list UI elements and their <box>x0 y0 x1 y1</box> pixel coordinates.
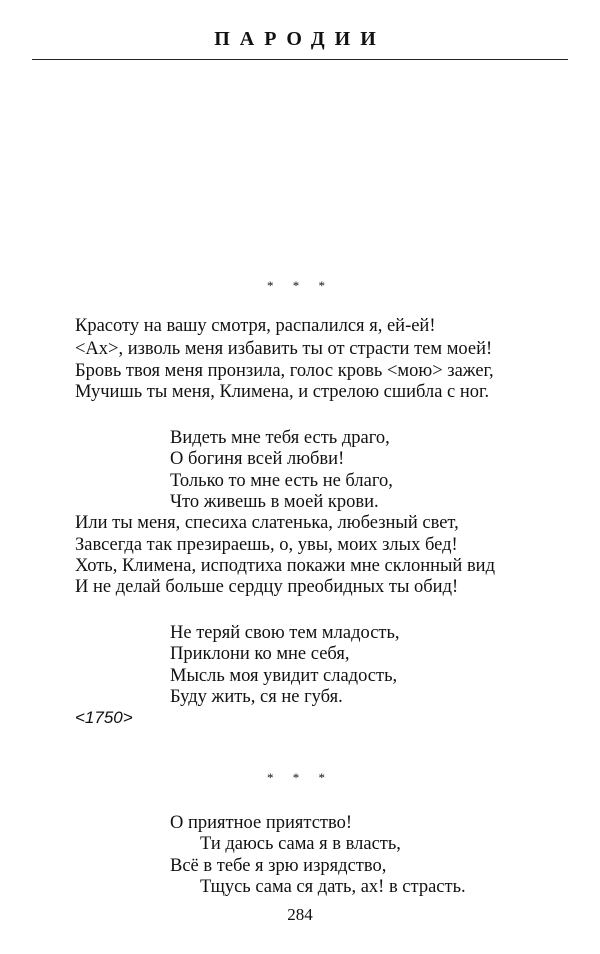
header-rule <box>32 59 568 60</box>
verse-line: О приятное приятство! <box>170 813 353 833</box>
verse-line: Хоть, Климена, исподтиха покажи мне склонный вид <box>75 556 495 576</box>
verse-line: Ти даюсь сама я в власть, <box>200 834 401 854</box>
verse-line: Не теряй свою тем младость, <box>170 623 400 643</box>
verse-line: Видеть мне тебя есть драго, <box>170 428 390 448</box>
verse-line: Бровь твоя меня пронзила, голос кровь <мою> зажег, <box>75 361 494 381</box>
page-header-title: ПАРОДИИ <box>214 28 386 50</box>
page-number: 284 <box>287 905 313 924</box>
verse-line: Мысль моя увидит сладость, <box>170 666 398 686</box>
verse-line: Всё в тебе я зрю изрядство, <box>170 856 387 876</box>
verse-line: Тщусь сама ся дать, ах! в страсть. <box>200 877 466 897</box>
verse-line: Буду жить, ся не губя. <box>170 687 343 707</box>
verse-line: Мучишь ты меня, Климена, и стрелою сшибла с ног. <box>75 382 490 402</box>
section-separator: * * * <box>267 278 333 293</box>
verse-line: <Ах>, изволь меня избавить ты от страсти тем моей! <box>75 339 493 359</box>
verse-line: Или ты меня, спесиха слатенька, любезный свет, <box>75 513 459 533</box>
verse-line: Красоту на вашу смотря, распалился я, ей-ей! <box>75 316 436 336</box>
section-separator: * * * <box>267 770 333 785</box>
verse-line: О богиня всей любви! <box>170 449 345 469</box>
verse-line: Приклони ко мне себя, <box>170 644 350 664</box>
verse-line: Завсегда так презираешь, о, увы, моих злых бед! <box>75 535 458 555</box>
verse-line: И не делай больше сердцу преобидных ты обид! <box>75 577 459 597</box>
verse-line: Что живешь в моей крови. <box>170 492 379 512</box>
poem-date: <1750> <box>75 708 133 727</box>
verse-line: Только то мне есть не благо, <box>170 471 393 491</box>
